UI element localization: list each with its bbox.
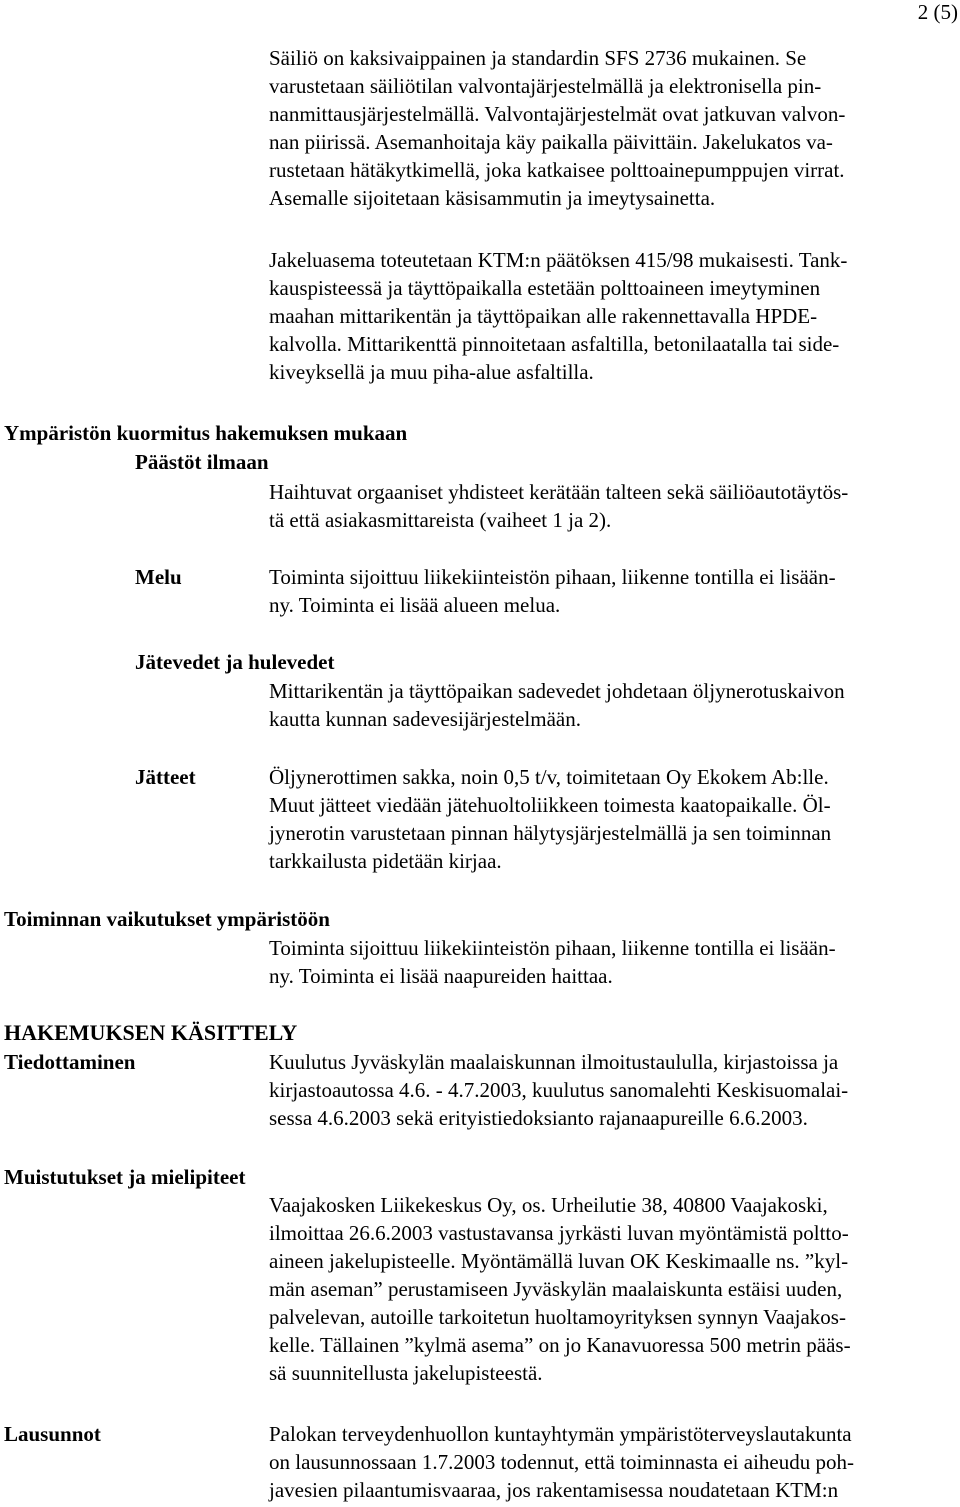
text-line: kelle. Tällainen ”kylmä asema” on jo Kanavuoressa 500 metrin pääs- bbox=[269, 1333, 851, 1357]
text-line: Palokan terveydenhuollon kuntayhtymän ympäristöterveyslautakunta bbox=[269, 1422, 852, 1446]
text-line: sä suunnitellusta jakelupisteestä. bbox=[269, 1361, 543, 1385]
station-paragraph bbox=[269, 246, 959, 386]
text-line: kauspisteessä ja täyttöpaikalla estetään polttoaineen imeytyminen bbox=[269, 276, 821, 300]
text-line: ny. Toiminta ei lisää naapureiden haittaa. bbox=[269, 964, 613, 988]
text-line: kalvolla. Mittarikenttä pinnoitetaan asfaltilla, betonilaatalla tai side- bbox=[269, 332, 840, 356]
text-line: sessa 4.6.2003 sekä erityistiedoksianto rajanaapureille 6.6.2003. bbox=[269, 1106, 808, 1130]
text-line: nanmittausjärjestelmällä. Valvontajärjestelmät ovat jatkuvan valvon- bbox=[269, 102, 846, 126]
objections-text bbox=[269, 1191, 959, 1387]
text-line: maahan mittarikentän ja täyttöpaikan alle rakennettavalla HPDE- bbox=[269, 304, 818, 328]
page-number: 2 (5) bbox=[917, 0, 958, 24]
text-line: varustetaan säiliötilan valvontajärjestelmällä ja elektronisella pin- bbox=[269, 74, 822, 98]
text-line: Jakeluasema toteutetaan KTM:n päätöksen 415/98 mukaisesti. Tank- bbox=[269, 248, 848, 272]
notification-heading: Tiedottaminen bbox=[4, 1050, 136, 1074]
intro-paragraph bbox=[269, 44, 959, 212]
text-line: kautta kunnan sadevesijärjestelmään. bbox=[269, 707, 581, 731]
text-line: kiveyksellä ja muu piha-alue asfaltilla. bbox=[269, 360, 594, 384]
text-line: ilmoittaa 26.6.2003 vastustavansa jyrkästi luvan myöntämistä poltto- bbox=[269, 1221, 849, 1245]
text-line: Haihtuvat orgaaniset yhdisteet kerätään talteen sekä säiliöautotäytös- bbox=[269, 480, 849, 504]
impacts-heading: Toiminnan vaikutukset ympäristöön bbox=[4, 907, 330, 931]
objections-heading: Muistutukset ja mielipiteet bbox=[4, 1165, 246, 1189]
waste-text bbox=[269, 763, 959, 875]
text-line: Muut jätteet viedään jätehuoltoliikkeen toimesta kaatopaikalle. Öl- bbox=[269, 793, 831, 817]
text-line: jynerotin varustetaan pinnan hälytysjärjestelmällä ja sen toiminnan bbox=[269, 821, 832, 845]
text-line: Asemalle sijoitetaan käsisammutin ja imeytysainetta. bbox=[269, 186, 716, 210]
wastewater-text bbox=[269, 677, 959, 733]
text-line: män aseman” perustamiseen Jyväskylän maalaiskunta estäisi uuden, bbox=[269, 1277, 843, 1301]
impacts-text bbox=[269, 934, 959, 990]
text-line: kirjastoautossa 4.6. - 4.7.2003, kuulutus sanomalehti Keskisuomalai- bbox=[269, 1078, 849, 1102]
text-line: aineen jakelupisteelle. Myöntämällä luvan OK Keskimaalle ns. ”kyl- bbox=[269, 1249, 849, 1273]
text-line: Toiminta sijoittuu liikekiinteistön pihaan, liikenne tontilla ei lisään- bbox=[269, 936, 836, 960]
text-line: on lausunnossaan 1.7.2003 todennut, että toiminnasta ei aiheudu poh- bbox=[269, 1450, 854, 1474]
notification-text bbox=[269, 1048, 959, 1132]
env-load-heading: Ympäristön kuormitus hakemuksen mukaan bbox=[4, 421, 408, 445]
text-line: Säiliö on kaksivaippainen ja standardin SFS 2736 mukainen. Se bbox=[269, 46, 807, 70]
text-line: Toiminta sijoittuu liikekiinteistön pihaan, liikenne tontilla ei lisään- bbox=[269, 565, 836, 589]
text-line: tä että asiakasmittareista (vaiheet 1 ja 2). bbox=[269, 508, 612, 532]
noise-text bbox=[269, 563, 959, 619]
text-line: Öljynerottimen sakka, noin 0,5 t/v, toimitetaan Oy Ekokem Ab:lle. bbox=[269, 765, 829, 789]
wastewater-heading: Jätevedet ja hulevedet bbox=[135, 650, 335, 674]
waste-heading: Jätteet bbox=[135, 765, 196, 789]
air-emissions-text bbox=[269, 478, 959, 534]
text-line: tarkkailusta pidetään kirjaa. bbox=[269, 849, 502, 873]
statements-heading: Lausunnot bbox=[4, 1422, 101, 1446]
text-line: Vaajakosken Liikekeskus Oy, os. Urheilutie 38, 40800 Vaajakoski, bbox=[269, 1193, 828, 1217]
text-line: nan piirissä. Asemanhoitaja käy paikalla päivittäin. Jakelukatos va- bbox=[269, 130, 833, 154]
noise-heading: Melu bbox=[135, 565, 182, 589]
text-line: Kuulutus Jyväskylän maalaiskunnan ilmoitustaululla, kirjastoissa ja bbox=[269, 1050, 839, 1074]
text-line: palvelevan, autoille tarkoitetun huoltamoyrityksen synnyn Vaajakos- bbox=[269, 1305, 846, 1329]
text-line: rustetaan hätäkytkimellä, joka katkaisee polttoainepumppujen virrat. bbox=[269, 158, 845, 182]
statements-text bbox=[269, 1420, 959, 1504]
text-line: Mittarikentän ja täyttöpaikan sadevedet johdetaan öljynerotuskaivon bbox=[269, 679, 845, 703]
processing-heading: HAKEMUKSEN KÄSITTELY bbox=[4, 1020, 298, 1045]
air-emissions-heading: Päästöt ilmaan bbox=[135, 450, 269, 474]
text-line: javesien pilaantumisvaaraa, jos rakentamisessa noudatetaan KTM:n bbox=[269, 1478, 839, 1502]
text-line: ny. Toiminta ei lisää alueen melua. bbox=[269, 593, 561, 617]
